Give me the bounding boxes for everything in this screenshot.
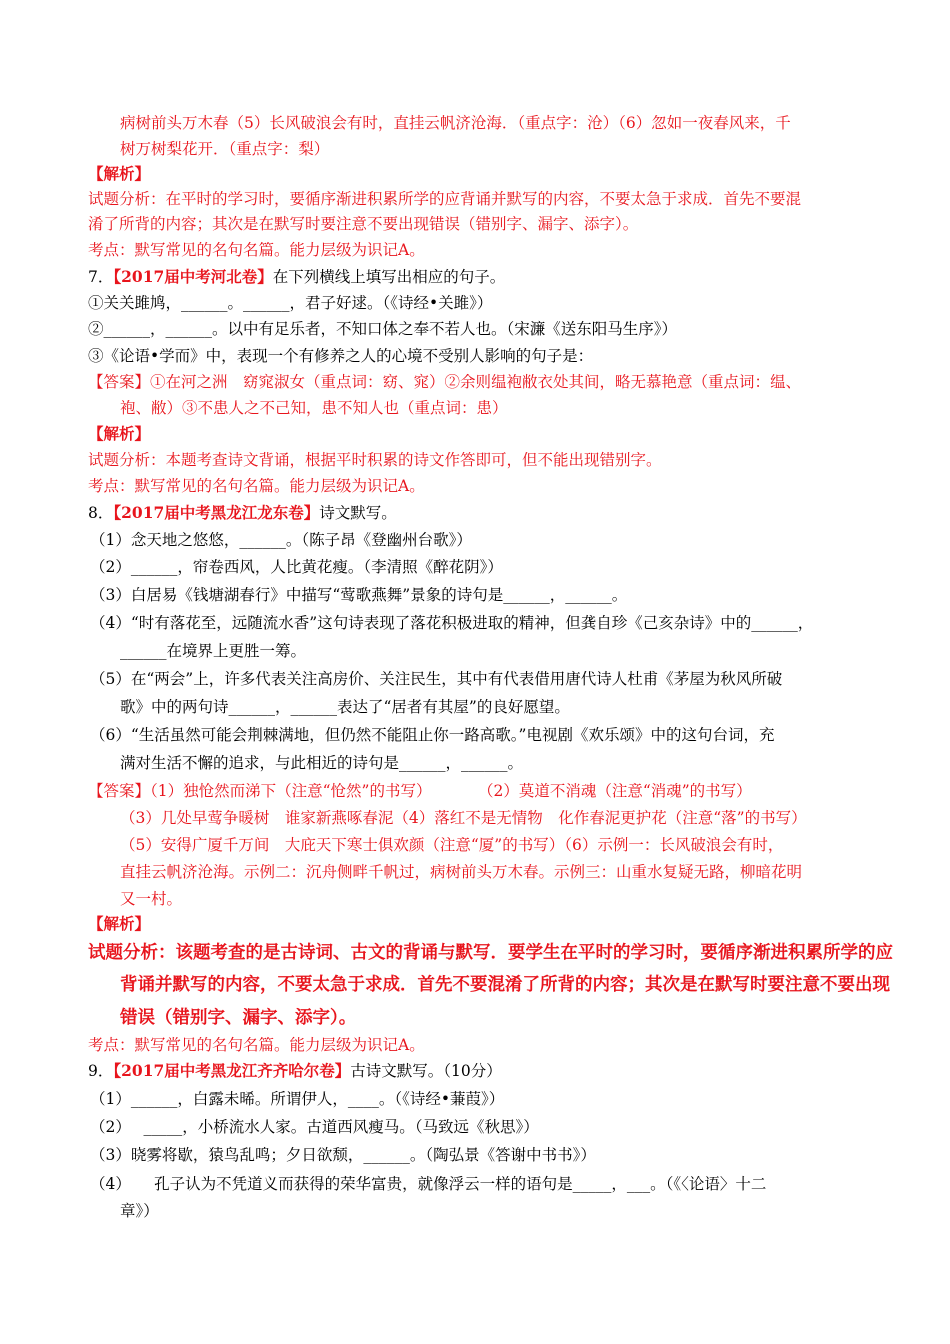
text-line: （3）几处早莺争暖树 谁家新燕啄春泥（4）落红不是无情物 化作春泥更护花（注意“落”的书写）: [120, 809, 807, 827]
text-line: 考点：默写常见的名句名篇。能力层级为识记A。: [88, 477, 425, 495]
text-line: 【答案】①在河之洲 窈窕淑女（重点词：窈、窕）②余则缊袍敝衣处其间，略无慕艳意（重点词：缊、: [88, 373, 802, 391]
text-line: （2） _____，小桥流水人家。古道西风瘦马。（马致远《秋思》）: [90, 1118, 539, 1136]
question-rest: 在下列横线上填写出相应的句子。: [272, 268, 506, 286]
text-line: （1）______，白露未晞。所谓伊人，____。（《诗经•蒹葭》）: [90, 1090, 505, 1108]
text-line: 淆了所背的内容；其次是在默写时要注意不要出现错误（错别字、漏字、添字）。: [88, 215, 639, 233]
text-line: 病树前头万木春（5）长风破浪会有时，直挂云帆济沧海．（重点字：沧）（6）忽如一夜春风来，千: [120, 114, 791, 132]
text-line: （3）白居易《钱塘湖春行》中描写“莺歌燕舞”景象的诗句是______，______。: [90, 586, 628, 604]
question-rest: 古诗文默写。（10分）: [350, 1062, 502, 1080]
text-line: （6）“生活虽然可能会荆棘满地，但仍然不能阻止你一路高歌。”电视剧《欢乐颂》中的这句台词，充: [90, 726, 775, 744]
text-line: [88, 1060, 878, 1082]
text-line: ①关关雎鸠，______。______，君子好逑。（《诗经•关雎》）: [88, 294, 493, 312]
question-src: 【2017届中考河北卷】: [113, 267, 273, 286]
text-line: （5）在“两会”上，许多代表关注高房价、关注民生，其中有代表借用唐代诗人杜甫《茅屋为秋风所破: [90, 670, 783, 688]
text-line: （4）“时有落花至，远随流水香”这句诗表现了落花积极进取的精神，但龚自珍《己亥杂诗》中的______，: [90, 614, 814, 632]
text-line: [88, 502, 878, 524]
text-line: 考点：默写常见的名句名篇。能力层级为识记A。: [88, 1036, 425, 1054]
text-line: ②______，______。以中有足乐者，不知口体之奉不若人也。（宋濂《送东阳马生序》）: [88, 320, 678, 338]
question-num: 8．: [88, 504, 114, 522]
text-line: 【解析】: [88, 914, 151, 933]
question-num: 9．: [88, 1062, 114, 1080]
text-line: （3）晓雾将歇，猿鸟乱鸣；夕日欲颓，______。（陶弘景《答谢中书书》）: [90, 1146, 596, 1164]
question-rest: 诗文默写。: [319, 504, 397, 522]
question-src: 【2017届中考黑龙江齐齐哈尔卷】: [113, 1061, 351, 1080]
text-line: 袍、敝）③不患人之不己知，患不知人也（重点词：患）: [120, 399, 508, 417]
text-line: 【解析】: [88, 424, 151, 443]
text-line: 试题分析：在平时的学习时，要循序渐进积累所学的应背诵并默写的内容，不要太急于求成．首先不要混: [88, 190, 802, 208]
text-line: 试题分析：本题考查诗文背诵，根据平时积累的诗文作答即可，但不能出现错别字。: [88, 451, 662, 469]
text-line: 背诵并默写的内容，不要太急于求成．首先不要混淆了所背的内容；其次是在默写时要注意不要出现: [120, 975, 890, 995]
text-line: 【答案】（1）独怆然而涕下（注意“怆然”的书写） （2）莫道不消魂（注意“消魂”的书写）: [88, 782, 752, 800]
text-line: 满对生活不懈的追求，与此相近的诗句是______，______。: [120, 754, 524, 772]
text-line: ______在境界上更胜一筹。: [120, 642, 307, 660]
text-line: （5）安得广厦千万间 大庇天下寒士俱欢颜（注意“厦”的书写）（6）示例一：长风破浪会有时，: [120, 836, 784, 854]
text-line: 树万树梨花开．（重点字：梨）: [120, 140, 330, 158]
text-line: 直挂云帆济沧海。示例二：沉舟侧畔千帆过，病树前头万木春。示例三：山重水复疑无路，柳暗花明: [120, 863, 803, 881]
text-line: [88, 266, 878, 288]
text-line: （1）念天地之悠悠，______。（陈子昂《登幽州台歌》）: [90, 531, 472, 549]
text-line: ③《论语•学而》中，表现一个有修养之人的心境不受别人影响的句子是：: [88, 347, 594, 365]
text-line: 考点：默写常见的名句名篇。能力层级为识记A。: [88, 241, 425, 259]
text-line: （4） 孔子认为不凭道义而获得的荣华富贵，就像浮云一样的语句是_____，___。（《〈论语〉十二: [90, 1175, 767, 1193]
text-line: 错误（错别字、漏字、添字）。: [120, 1008, 357, 1028]
text-line: 【解析】: [88, 164, 151, 183]
text-line: 章》）: [120, 1202, 159, 1220]
text-line: 歌》中的两句诗______，______表达了“居者有其屋”的良好愿望。: [120, 698, 570, 716]
question-src: 【2017届中考黑龙江龙东卷】: [113, 503, 320, 522]
question-num: 7．: [88, 268, 114, 286]
text-line: 试题分析：该题考查的是古诗词、古文的背诵与默写．要学生在平时的学习时，要循序渐进积累所学的应: [88, 943, 893, 963]
text-line: （2）______，帘卷西风，人比黄花瘦。（李清照《醉花阴》）: [90, 558, 503, 576]
text-line: 又一村。: [120, 890, 183, 908]
